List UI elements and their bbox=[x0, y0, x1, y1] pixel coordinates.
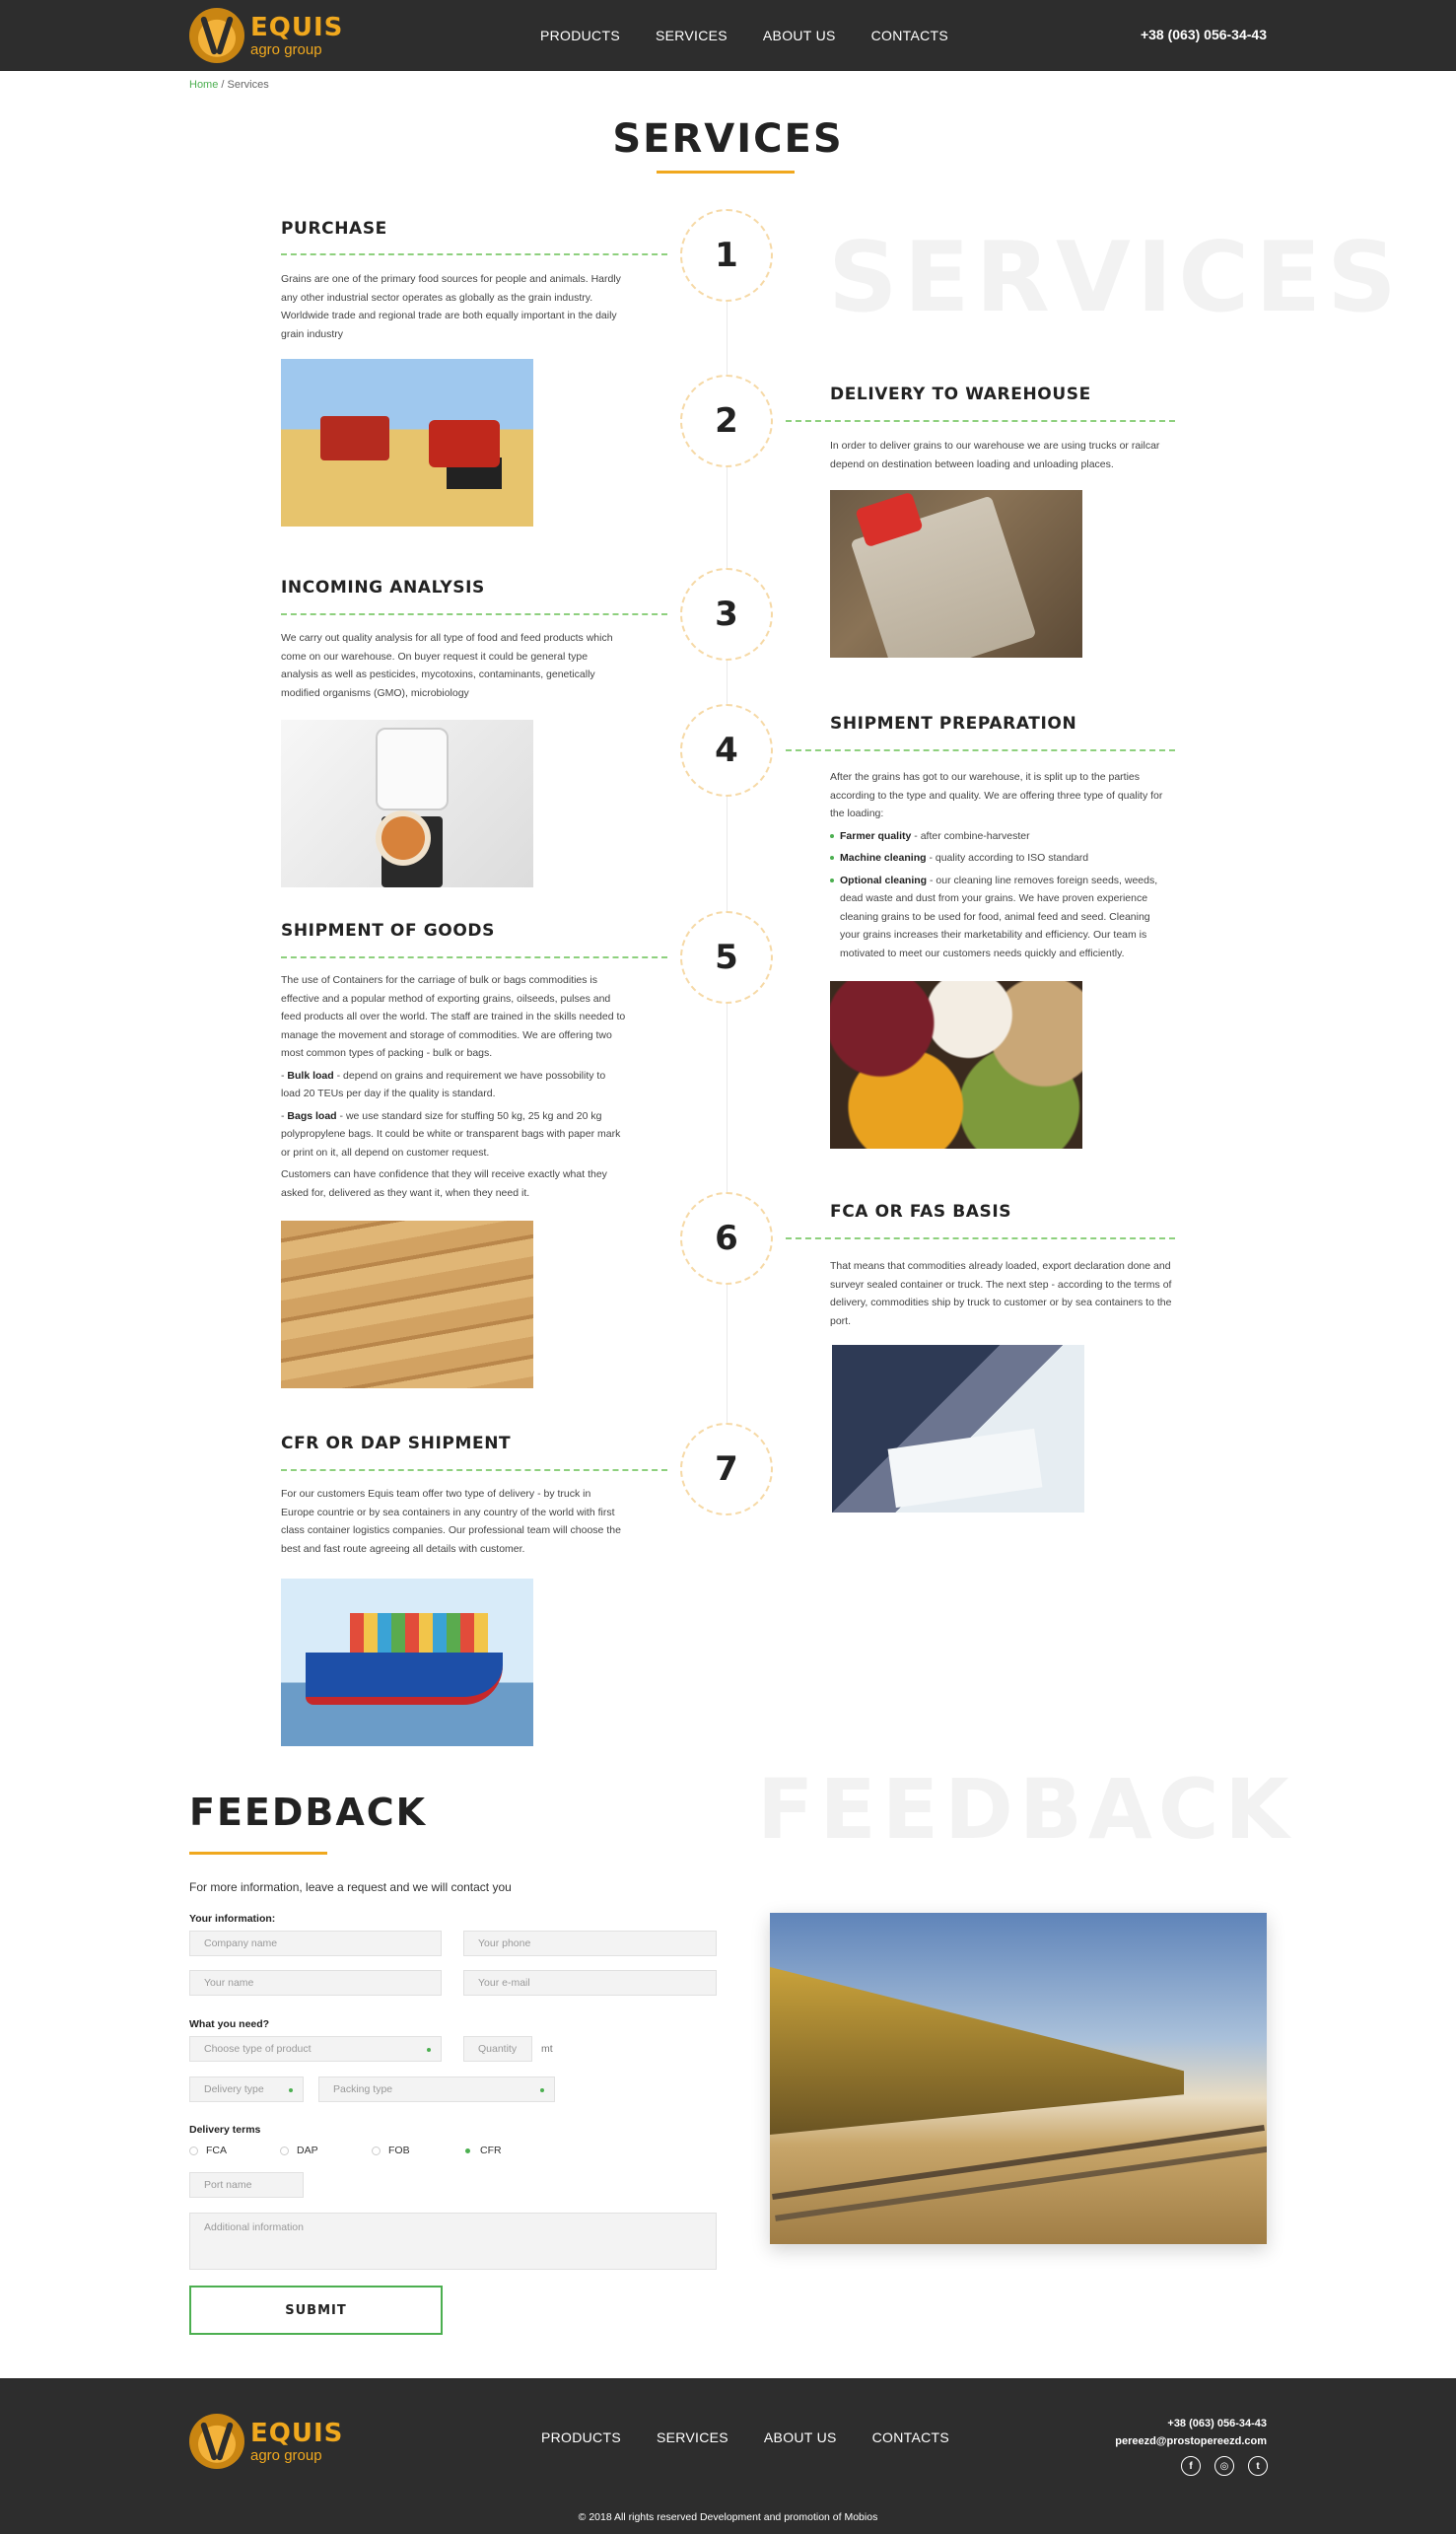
radio-circle-icon bbox=[189, 2147, 198, 2155]
grain-bags-photo bbox=[281, 1221, 533, 1388]
step-number-7: 7 bbox=[680, 1423, 773, 1515]
footer-contacts bbox=[1115, 2415, 1267, 2450]
step-connector-2 bbox=[786, 420, 1175, 422]
footer-nav-products[interactable]: PRODUCTS bbox=[541, 2429, 621, 2445]
footer-logo[interactable] bbox=[189, 2414, 343, 2469]
service-text-fca bbox=[830, 1257, 1180, 1334]
facebook-icon[interactable]: f bbox=[1181, 2456, 1201, 2476]
list-item: - Bulk load - depend on grains and requirement we have possobility to load 20 TEUs per day if the quality is standard. bbox=[281, 1069, 606, 1099]
service-paragraph: That means that commodities already loaded, export declaration done and surveyr sealed container or truck. The next step - according to the terms of delivery, commodities ship by truck to customer or by sea containers to the port. bbox=[830, 1260, 1172, 1327]
step-number-3: 3 bbox=[680, 568, 773, 661]
grain-truck-photo bbox=[830, 490, 1082, 658]
term-radio-dap[interactable]: DAP bbox=[280, 2145, 318, 2156]
submit-button[interactable]: SUBMIT bbox=[189, 2286, 443, 2335]
term-radio-fca[interactable]: FCA bbox=[189, 2145, 227, 2156]
logo-brand: EQUIS bbox=[250, 2418, 344, 2448]
twitter-icon[interactable]: t bbox=[1248, 2456, 1268, 2476]
service-text-purchase bbox=[281, 270, 626, 347]
service-title-preparation: SHIPMENT PREPARATION bbox=[830, 714, 1077, 734]
feedback-underline bbox=[189, 1852, 327, 1855]
list-item: Machine cleaning - quality according to ISO standard bbox=[830, 849, 1165, 868]
term-radio-cfr[interactable]: CFR bbox=[463, 2145, 502, 2156]
step-connector-1 bbox=[281, 253, 667, 255]
feedback-watermark: FEEDBACK bbox=[757, 1761, 1295, 1858]
step-number-2: 2 bbox=[680, 375, 773, 467]
service-title-delivery: DELIVERY TO WAREHOUSE bbox=[830, 385, 1091, 404]
beans-grains-photo bbox=[830, 981, 1082, 1149]
logo-brand: EQUIS bbox=[250, 12, 344, 42]
step-connector-6 bbox=[786, 1237, 1175, 1239]
step-connector-5 bbox=[281, 956, 667, 958]
combine-harvester-photo bbox=[281, 359, 533, 527]
service-title-purchase: PURCHASE bbox=[281, 219, 387, 239]
social-links bbox=[1181, 2456, 1268, 2476]
footer-nav-about-us[interactable]: ABOUT US bbox=[763, 2429, 837, 2445]
delivery-type-select[interactable]: Delivery type bbox=[189, 2076, 304, 2102]
nav-services[interactable]: SERVICES bbox=[655, 28, 728, 43]
radio-circle-icon bbox=[280, 2147, 289, 2155]
radio-selected-icon bbox=[463, 2147, 472, 2155]
service-text-shipment bbox=[281, 971, 626, 1206]
footer-phone[interactable]: +38 (063) 056-34-43 bbox=[1167, 2418, 1267, 2429]
services-watermark: SERVICES bbox=[828, 222, 1403, 334]
logo-sub: agro group bbox=[250, 40, 322, 58]
your-information-label: Your information: bbox=[189, 1913, 276, 1925]
footer-nav-services[interactable]: SERVICES bbox=[656, 2429, 728, 2445]
freight-train-photo bbox=[770, 1913, 1267, 2244]
container-ship-photo bbox=[281, 1579, 533, 1746]
list-item: Farmer quality - after combine-harvester bbox=[830, 827, 1165, 846]
nav-products[interactable]: PRODUCTS bbox=[540, 28, 620, 43]
service-title-fca: FCA OR FAS BASIS bbox=[830, 1202, 1012, 1222]
service-text-preparation bbox=[830, 768, 1165, 966]
step-connector-7 bbox=[281, 1469, 667, 1471]
list-item: - Bags load - we use standard size for stuffing 50 kg, 25 kg and 20 kg polypropylene bags. It could be white or transparent bags with paper mark or print on it, all depend on customer request. bbox=[281, 1109, 621, 1159]
step-connector-3 bbox=[281, 613, 667, 615]
list-item: Optional cleaning - our cleaning line removes foreign seeds, weeds, dead waste and dust from your grains. We have proven experience cleaning grains to be used for food, animal feed and seed. Cleaning your grains increases their marketability and efficiency. Our team is motivated to meet our customers needs quickly and efficiently. bbox=[830, 872, 1165, 963]
footer-nav-contacts[interactable]: CONTACTS bbox=[871, 2429, 950, 2445]
port-name-input[interactable]: Port name bbox=[189, 2172, 304, 2198]
quality-list bbox=[830, 827, 1165, 963]
service-paragraph: After the grains has got to our warehouse, it is split up to the parties according to the type and quality. We are offering three type of quality for the loading: bbox=[830, 771, 1163, 819]
logo-sub: agro group bbox=[250, 2446, 322, 2464]
delivery-terms-label: Delivery terms bbox=[189, 2124, 261, 2136]
title-underline bbox=[657, 171, 795, 174]
nav-about-us[interactable]: ABOUT US bbox=[762, 28, 836, 43]
breadcrumb-separator: / bbox=[221, 79, 225, 91]
header-phone[interactable]: +38 (063) 056-34-43 bbox=[1140, 27, 1267, 42]
step-number-6: 6 bbox=[680, 1192, 773, 1285]
step-number-1: 1 bbox=[680, 209, 773, 302]
term-radio-fob[interactable]: FOB bbox=[372, 2145, 410, 2156]
service-text-delivery bbox=[830, 437, 1180, 477]
product-type-select[interactable]: Choose type of product bbox=[189, 2036, 442, 2062]
service-title-analysis: INCOMING ANALYSIS bbox=[281, 578, 485, 598]
service-paragraph: In order to deliver grains to our warehouse we are using trucks or railcar depend on destination between loading and unloading places. bbox=[830, 440, 1160, 470]
breadcrumb bbox=[189, 79, 269, 91]
service-paragraph: The use of Containers for the carriage of bulk or bags commodities is effective and a popular method of exporting grains, oilseeds, pulses and feed products all over the world. The staff are trained in the skills needed to manage the movement and storage of commodities. We are offering two most common types of packing - bulk or bags. bbox=[281, 974, 626, 1059]
what-you-need-label: What you need? bbox=[189, 2018, 270, 2030]
page-title: SERVICES bbox=[612, 116, 844, 162]
copyright: © 2018 All rights reserved Development and promotion of Mobios bbox=[578, 2511, 878, 2523]
step-number-5: 5 bbox=[680, 911, 773, 1004]
lab-microscope-photo bbox=[281, 720, 533, 887]
feedback-title: FEEDBACK bbox=[189, 1791, 428, 1834]
footer-email[interactable]: pereezd@prostopereezd.com bbox=[1115, 2435, 1267, 2447]
instagram-icon[interactable]: ◎ bbox=[1214, 2456, 1234, 2476]
service-title-shipment: SHIPMENT OF GOODS bbox=[281, 921, 495, 941]
breadcrumb-home[interactable]: Home bbox=[189, 79, 219, 91]
signing-document-photo bbox=[832, 1345, 1084, 1513]
service-closing: Customers can have confidence that they will receive exactly what they asked for, delivered as they want it, when they need it. bbox=[281, 1168, 607, 1199]
step-number-4: 4 bbox=[680, 704, 773, 797]
step-connector-4 bbox=[786, 749, 1175, 751]
site-header bbox=[0, 0, 1456, 71]
logo[interactable] bbox=[189, 8, 343, 63]
service-paragraph: We carry out quality analysis for all type of food and feed products which come on our warehouse. On buyer request it could be general type analysis as well as pesticides, mycotoxins, contaminants, genetically modified organisms (GMO), microbiology bbox=[281, 632, 613, 699]
service-paragraph: For our customers Equis team offer two type of delivery - by truck in Europe countrie or by sea containers in any country of the world with first class container logistics companies. Our professional team will choose the best and fast route agreeing all details with customer. bbox=[281, 1488, 621, 1555]
breadcrumb-current: Services bbox=[227, 79, 269, 91]
phone-input[interactable]: Your phone bbox=[463, 1931, 717, 1956]
quantity-unit: mt bbox=[541, 2043, 553, 2055]
nav-contacts[interactable]: CONTACTS bbox=[870, 28, 949, 43]
name-input[interactable]: Your name bbox=[189, 1970, 442, 1996]
service-text-cfr bbox=[281, 1485, 626, 1562]
radio-circle-icon bbox=[372, 2147, 381, 2155]
service-paragraph: Grains are one of the primary food sources for people and animals. Hardly any other industrial sector operates as globally as the grain industry. Worldwide trade and regional trade are both equally important in the daily grain industry bbox=[281, 273, 621, 340]
additional-info-textarea[interactable]: Additional information bbox=[189, 2213, 717, 2270]
packing-type-select[interactable]: Packing type bbox=[318, 2076, 555, 2102]
quantity-input[interactable]: Quantity bbox=[463, 2036, 532, 2062]
main-nav bbox=[540, 0, 984, 71]
company-name-input[interactable]: Company name bbox=[189, 1931, 442, 1956]
footer-nav bbox=[541, 2424, 985, 2451]
wheat-logo-icon bbox=[189, 2414, 244, 2469]
email-input[interactable]: Your e-mail bbox=[463, 1970, 717, 1996]
service-title-cfr: CFR OR DAP SHIPMENT bbox=[281, 1434, 512, 1453]
service-text-analysis bbox=[281, 629, 626, 706]
wheat-logo-icon bbox=[189, 8, 244, 63]
feedback-intro: For more information, leave a request and we will contact you bbox=[189, 1880, 512, 1894]
